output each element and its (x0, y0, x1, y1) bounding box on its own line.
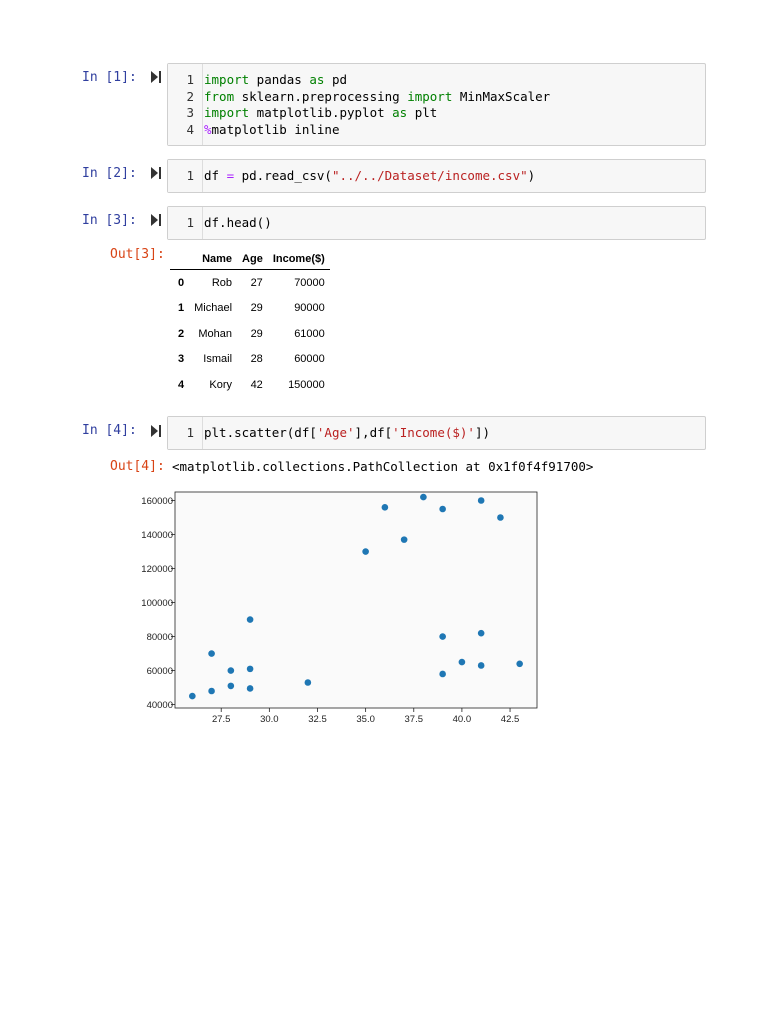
scatter-point (516, 660, 523, 667)
code-cell-2[interactable] (167, 159, 706, 193)
row-index: 2 (178, 327, 185, 340)
plot-area (175, 492, 537, 708)
code-line (204, 122, 339, 137)
code-token: MinMaxScaler (452, 88, 551, 104)
scatter-point (228, 667, 235, 674)
code-token: 'Income($)' (392, 425, 475, 440)
y-tick-label: 60000 (146, 666, 173, 678)
code-token: pandas (249, 72, 310, 87)
code-cell-1[interactable] (167, 63, 706, 146)
x-tick-label: 37.5 (404, 714, 424, 725)
scatter-point (208, 650, 215, 657)
code-cell-4[interactable] (167, 416, 706, 450)
scatter-plot (141, 488, 550, 728)
scatter-point (439, 633, 446, 640)
code-token: from (204, 88, 235, 104)
scatter-point (439, 671, 446, 678)
table-row (170, 321, 330, 347)
table-cell: 61000 (294, 327, 325, 340)
x-tick-label: 30.0 (260, 714, 279, 725)
y-tick-label: 40000 (146, 700, 173, 712)
code-token: pd.read_csv( (234, 168, 332, 183)
table-cell: 27 (250, 276, 263, 289)
scatter-point (420, 494, 427, 501)
cell2-prompt: In [2]: (82, 166, 137, 181)
y-tick-label: 140000 (141, 530, 173, 542)
scatter-point (401, 536, 408, 543)
scatter-point (247, 685, 254, 692)
line-gutter (168, 64, 203, 145)
code-token: as (309, 72, 325, 87)
column-header (170, 249, 189, 270)
x-tick-label: 35.0 (356, 714, 375, 725)
code-token: df (204, 168, 227, 183)
row-index: 0 (178, 276, 185, 289)
line-number: 4 (186, 121, 194, 137)
line-number: 2 (186, 88, 194, 104)
code-token: matplotlib inline (211, 121, 340, 137)
out3-prompt: Out[3]: (110, 247, 165, 262)
code-token: pd (324, 72, 348, 87)
table-cell: 29 (250, 327, 263, 340)
scatter-point (459, 659, 466, 666)
code-line (204, 89, 550, 104)
dataframe-table (170, 249, 330, 398)
table-cell: 42 (250, 378, 263, 391)
column-header: Income($) (268, 249, 330, 270)
out4-prompt: Out[4]: (110, 459, 165, 474)
table-cell: 60000 (294, 353, 325, 366)
scatter-point (362, 548, 369, 555)
code-line (204, 168, 535, 183)
column-header: Name (189, 249, 237, 270)
scatter-point (228, 683, 235, 690)
table-row (170, 347, 330, 373)
table-row (170, 372, 330, 398)
code-token: import (407, 88, 453, 104)
table-cell: 28 (250, 353, 263, 366)
run-cell-icon[interactable] (150, 424, 162, 438)
column-header: Age (237, 249, 268, 270)
code-token: ) (527, 168, 536, 183)
cell1-prompt: In [1]: (82, 70, 137, 85)
code-token: as (392, 105, 408, 120)
scatter-point (305, 679, 312, 686)
table-row (170, 270, 330, 296)
code-line (204, 215, 272, 230)
line-number: 3 (186, 105, 194, 120)
run-cell-icon[interactable] (150, 70, 162, 84)
y-tick-label: 100000 (141, 598, 173, 610)
code-token: plt (407, 105, 438, 120)
table-row (170, 296, 330, 322)
table-cell: Michael (194, 302, 233, 315)
code-cell-3[interactable] (167, 206, 706, 240)
code-token: plt.scatter(df[ (204, 425, 317, 440)
x-tick-label: 32.5 (308, 714, 327, 725)
line-gutter (168, 207, 203, 239)
code-token: ],df[ (354, 425, 393, 440)
line-gutter (168, 160, 203, 192)
code-token: import (204, 105, 250, 120)
table-cell: 90000 (294, 302, 325, 315)
code-line (204, 105, 437, 120)
x-tick-label: 42.5 (500, 714, 520, 725)
code-line (204, 72, 347, 87)
y-tick-label: 160000 (141, 496, 173, 508)
code-token: df.head() (204, 215, 272, 230)
row-index: 4 (178, 378, 185, 391)
cell3-prompt: In [3]: (82, 213, 137, 228)
code-token: 'Age' (316, 425, 355, 440)
run-cell-icon[interactable] (150, 166, 162, 180)
code-token: "../../Dataset/income.csv" (331, 168, 528, 183)
code-line (204, 425, 490, 440)
code-token: sklearn.preprocessing (234, 88, 408, 104)
row-index: 3 (178, 353, 185, 366)
line-number: 1 (186, 168, 194, 183)
scatter-point (382, 504, 389, 511)
row-index: 1 (178, 302, 185, 315)
table-cell: 70000 (294, 276, 325, 289)
x-tick-label: 40.0 (452, 714, 472, 725)
code-token: % (204, 121, 212, 137)
line-number: 1 (186, 425, 194, 440)
line-number: 1 (186, 72, 194, 87)
y-tick-label: 120000 (141, 564, 173, 576)
table-header-row (170, 249, 330, 270)
scatter-point (247, 616, 254, 623)
y-tick-label: 80000 (146, 632, 173, 644)
out4-repr-text: <matplotlib.collections.PathCollection at 0x1f0f4f91700> (172, 459, 594, 474)
table-body (170, 270, 330, 398)
scatter-point (497, 514, 504, 521)
line-number: 1 (186, 215, 194, 230)
table-cell: Kory (209, 378, 233, 391)
code-token: = (226, 168, 235, 183)
scatter-point (478, 662, 485, 669)
table-cell: Ismail (203, 353, 233, 366)
scatter-point (189, 693, 196, 700)
code-token: matplotlib.pyplot (249, 105, 393, 120)
scatter-point (439, 506, 446, 513)
table-cell: 150000 (288, 378, 325, 391)
table-cell: Rob (211, 276, 233, 289)
scatter-point (478, 630, 485, 637)
scatter-point (247, 666, 254, 673)
line-gutter (168, 417, 203, 449)
table-cell: 29 (250, 302, 263, 315)
code-token: import (204, 72, 250, 87)
scatter-point (478, 497, 485, 504)
code-token: ]) (474, 425, 491, 440)
run-cell-icon[interactable] (150, 213, 162, 227)
table-cell: Mohan (198, 327, 233, 340)
cell4-prompt: In [4]: (82, 423, 137, 438)
x-tick-label: 27.5 (211, 714, 231, 725)
scatter-point (208, 688, 215, 695)
